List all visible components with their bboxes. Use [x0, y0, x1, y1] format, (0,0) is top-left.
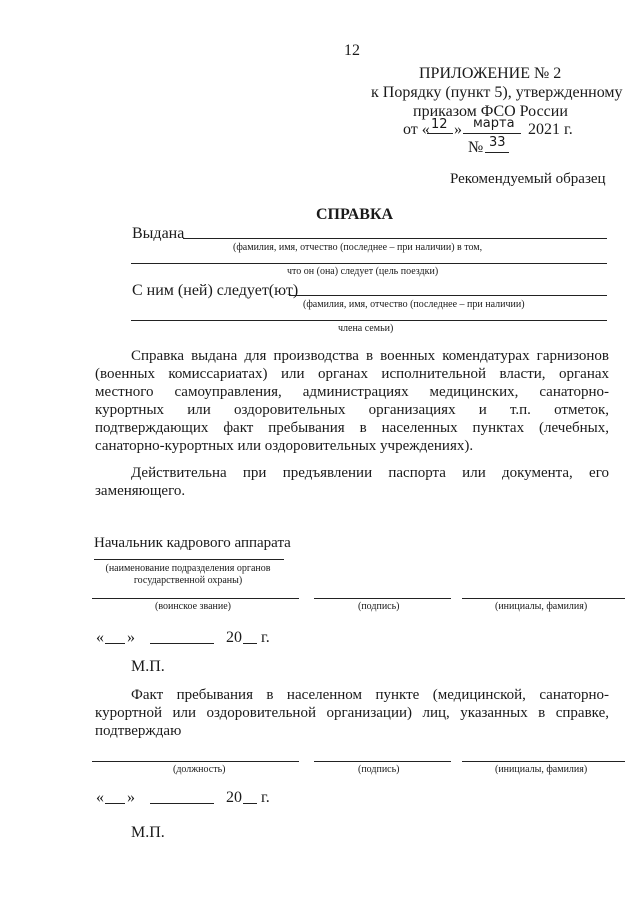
date1-year-line	[243, 643, 257, 644]
signature-line-1	[314, 598, 451, 599]
appendix-month-underline	[463, 133, 521, 134]
date1-day-line	[105, 643, 125, 644]
caption-rank: (воинское звание)	[155, 601, 231, 612]
recommended-sample: Рекомендуемый образец	[450, 171, 606, 187]
appendix-order-line: к Порядку (пункт 5), утвержденному	[371, 84, 623, 101]
appendix-date-close: »	[454, 121, 462, 138]
signature-line-2	[314, 761, 451, 762]
appendix-decree-line: приказом ФСО России	[413, 103, 568, 120]
date1-close-quote: »	[127, 629, 135, 646]
appendix-date-year: 2021 г.	[528, 121, 573, 138]
page-number: 12	[344, 42, 360, 59]
paragraph-confirmation: Факт пребывания в населенном пункте (медицинской, санаторно-курортной или оздоровительной организации) лиц, указанных в справке, подтверждаю	[95, 687, 609, 739]
caption-initials-2: (инициалы, фамилия)	[495, 764, 588, 775]
caption-signature-2: (подпись)	[358, 764, 400, 775]
date2-suffix: г.	[261, 789, 270, 806]
appendix-date-day: 12	[431, 117, 448, 132]
caption-fio-1: (фамилия, имя, отчество (последнее – при наличии) в том,	[233, 242, 483, 253]
issued-to-line	[183, 238, 607, 239]
appendix-date-month: марта	[473, 116, 515, 131]
follows-label: С ним (ней) следует(ют)	[132, 282, 299, 299]
caption-initials-1: (инициалы, фамилия)	[495, 601, 588, 612]
caption-fio-2: (фамилия, имя, отчество (последнее – при наличии)	[303, 299, 525, 310]
stamp-1: М.П.	[131, 658, 165, 675]
date2-month-line	[150, 803, 214, 804]
caption-subdivision: (наименование подразделения органов государственной охраны)	[105, 563, 271, 586]
appendix-number-prefix: №	[468, 139, 484, 156]
paragraph-purpose: Справка выдана для производства в военных комендатурах гарнизонов (военных комиссариатах) или органах исполнительной власти, органах местного самоуправления, администрациях медицинских, санаторно-курортных или оздоровительных организациях и т.п. отметок, подтверждающих факт пребывания в населенных пунктах (лечебных, санаторно-курортных или оздоровительных учреждениях).	[95, 348, 609, 454]
rank-line	[92, 598, 299, 599]
date1-open-quote: «	[96, 629, 104, 646]
issued-to-label: Выдана	[132, 225, 185, 242]
caption-family: члена семьи)	[338, 323, 394, 334]
date2-year-line	[243, 803, 257, 804]
caption-position: (должность)	[173, 764, 226, 775]
family-line	[131, 320, 607, 321]
paragraph-validity: Действительна при предъявлении паспорта или документа, его заменяющего.	[95, 465, 609, 499]
appendix-title: ПРИЛОЖЕНИЕ № 2	[419, 65, 562, 82]
initials-line-2	[462, 761, 625, 762]
date1-month-line	[150, 643, 214, 644]
initials-line-1	[462, 598, 625, 599]
purpose-line	[131, 263, 607, 264]
date1-year: 20	[226, 629, 242, 646]
caption-purpose: что он (она) следует (цель поездки)	[287, 266, 439, 277]
position-line	[92, 761, 299, 762]
appendix-day-underline	[427, 133, 453, 134]
date2-open-quote: «	[96, 789, 104, 806]
follows-line	[289, 295, 607, 296]
date2-year: 20	[226, 789, 242, 806]
stamp-2: М.П.	[131, 824, 165, 841]
date1-suffix: г.	[261, 629, 270, 646]
document-title: СПРАВКА	[316, 206, 394, 223]
appendix-number-value: 33	[489, 135, 506, 150]
date2-day-line	[105, 803, 125, 804]
caption-signature-1: (подпись)	[358, 601, 400, 612]
appendix-number-underline	[485, 152, 509, 153]
subdivision-line	[94, 559, 284, 560]
appendix-date-prefix: от «	[403, 121, 430, 138]
date2-close-quote: »	[127, 789, 135, 806]
head-hr-label: Начальник кадрового аппарата	[94, 535, 291, 551]
